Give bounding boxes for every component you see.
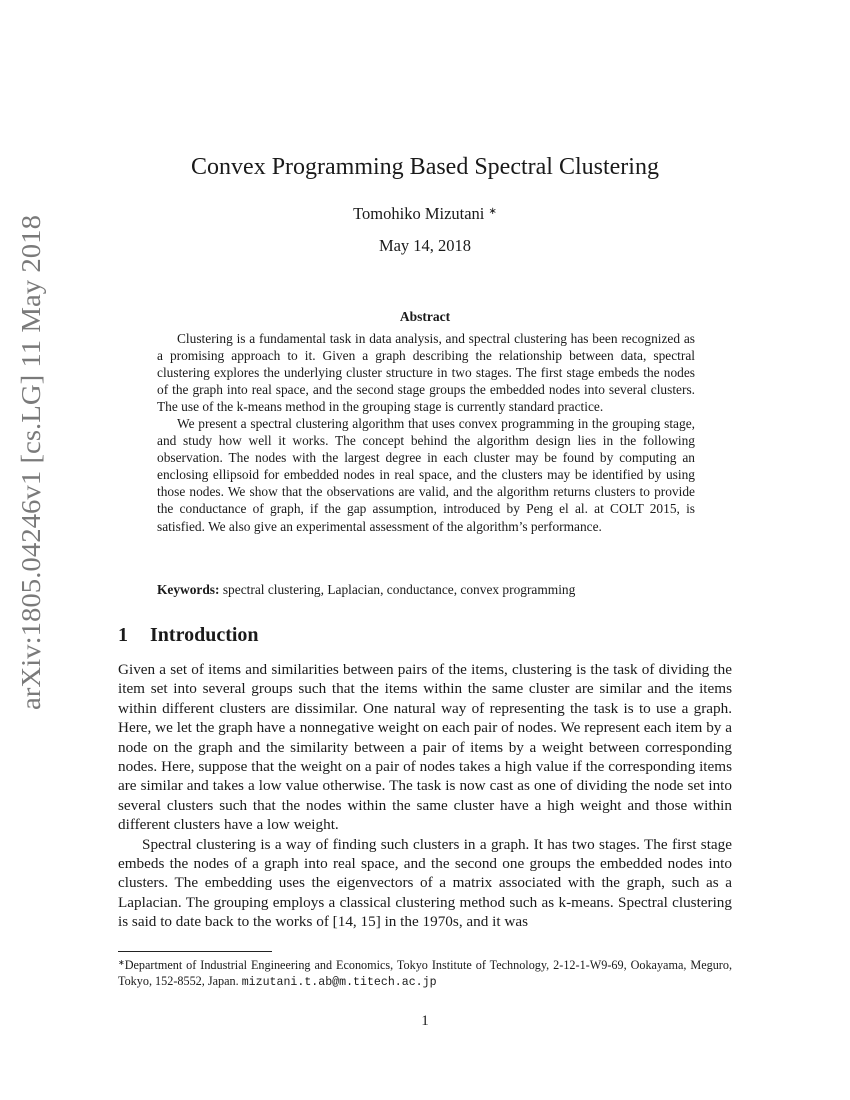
paper-title: Convex Programming Based Spectral Clustering: [191, 154, 659, 180]
paper-date: May 14, 2018: [378, 236, 472, 255]
footnote-email: mizutani.t.ab@m.titech.ac.jp: [241, 975, 437, 989]
keywords-list: spectral clustering, Laplacian, conductance, convex programming: [222, 582, 576, 597]
paper-author: [118, 202, 732, 224]
abstract-paragraph: We present a spectral clustering algorithm that uses convex programming in the grouping stage, and study how well it works. The concept behind the algorithm design lies in the following observation. The nodes with the largest degree in each cluster may be found by computing an enclosing ellipsoid for embedded nodes in real space, and the clusters may be identified by using those nodes. We show that the observations are valid, and the algorithm returns clusters to provide the conductance of graph, if the gap assumption, introduced by Peng el al. at COLT 2015, is satisfied. We also give an experimental assessment of the algorithm’s performance.: [157, 416, 695, 534]
section-heading: [118, 623, 259, 647]
keywords-label: Keywords:: [157, 582, 220, 597]
page-number: 1: [421, 1013, 429, 1029]
keywords-line: [157, 581, 695, 598]
abstract-paragraph: Clustering is a fundamental task in data analysis, and spectral clustering has been recognized as a promising approach to it. Given a graph describing the relationship between data, spectral clustering explores the underlying cluster structure in two stages. The first stage embeds the nodes of the graph into real space, and the second stage groups the embedded nodes into several clusters. The use of the k-means method in the grouping stage is currently standard practice.: [157, 331, 695, 415]
abstract-heading: Abstract: [399, 309, 451, 324]
section-title: Introduction: [150, 624, 259, 646]
abstract-body: [157, 330, 695, 535]
arxiv-identifier-text: arXiv:1805.04246v1 [cs.LG] 11 May 2018: [16, 246, 46, 710]
footnote: [118, 955, 732, 990]
footnote-rule: [118, 951, 272, 952]
section-number: 1: [118, 624, 128, 646]
footnote-mark: ∗: [118, 958, 125, 967]
arxiv-identifier: [2, 210, 52, 720]
footnote-text: Department of Industrial Engineering and Economics, Tokyo Institute of Technology, 2-12-1-W9-69, Ookayama, Meguro, Tokyo, 152-8552, Japan.: [118, 958, 732, 988]
body-paragraph: Spectral clustering is a way of finding such clusters in a graph. It has two stages. The first stage embeds the nodes of a graph into real space, and the second one groups the embedded nodes into clusters. The embedding uses the eigenvectors of a matrix associated with the graph, such as a Laplacian. The grouping employs a classical clustering method such as k-means. Spectral clustering is said to date back to the works of [14, 15] in the 1970s, and it was: [118, 835, 732, 931]
author-name: Tomohiko Mizutani: [353, 204, 485, 223]
section-body: [118, 660, 732, 932]
body-paragraph: Given a set of items and similarities between pairs of the items, clustering is the task of dividing the item set into several groups such that the items within the same cluster are similar and the items within different clusters are dissimilar. One natural way of representing the task is to use a graph. Here, we let the graph have a nonnegative weight on each pair of nodes. We represent each item by a node on the graph and the similarity between a pair of items by a weight between corresponding nodes. Here, suppose that the weight on a pair of nodes takes a high value if the corresponding items are similar and takes a low value otherwise. The task is now cast as one of dividing the node set into several clusters such that the nodes within the same cluster have a high weight and those within different clusters have a low weight.: [118, 661, 732, 834]
author-footnote-mark: ∗: [488, 206, 497, 217]
